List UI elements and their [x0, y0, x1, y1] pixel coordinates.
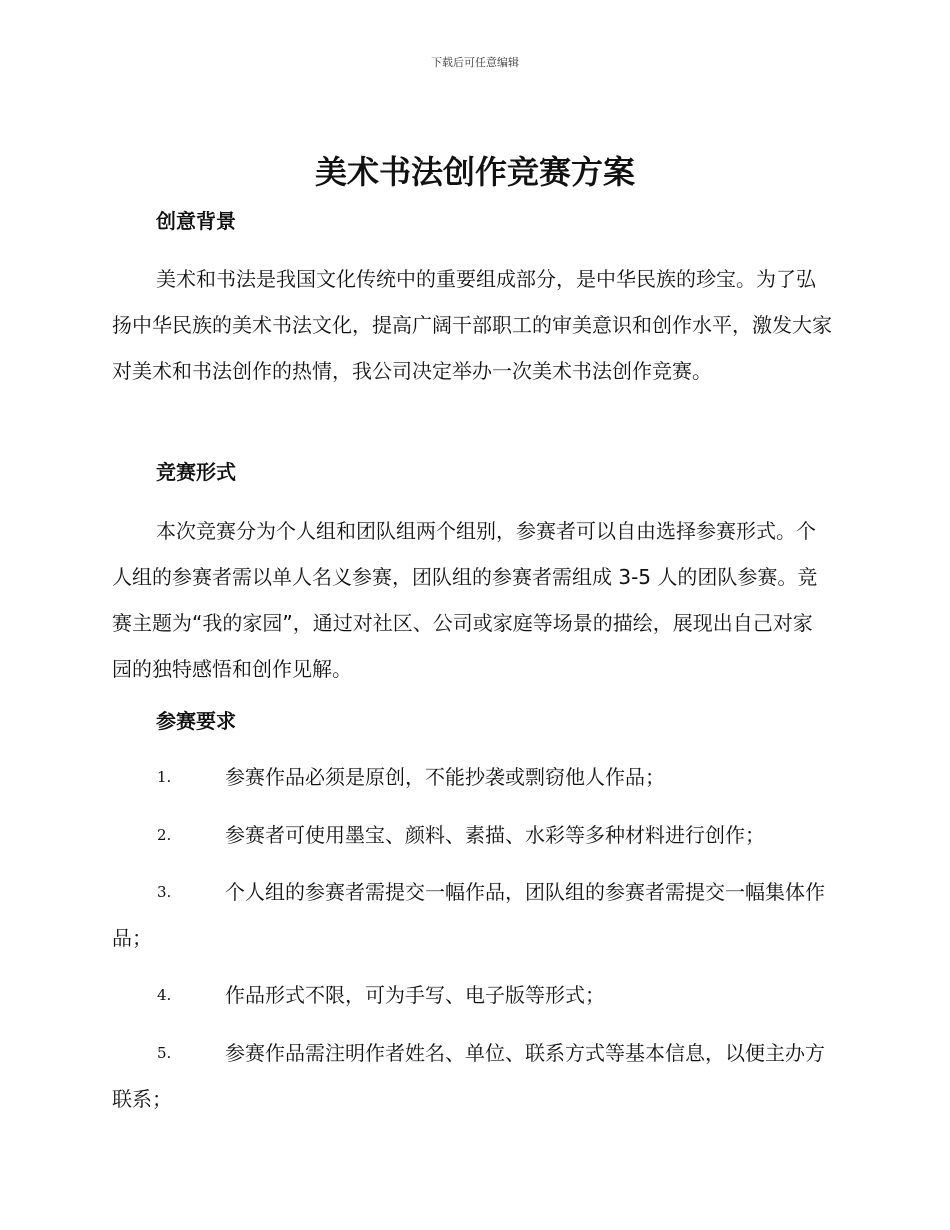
section-paragraph-background: 美术和书法是我国文化传统中的重要组成部分，是中华民族的珍宝。为了弘扬中华民族的美术书法文化，提高广阔干部职工的审美意识和创作水平，激发大家对美术和书法创作的热情，我公司决定举办一次美术书法创作竞赛。: [112, 267, 832, 383]
list-item-text: 参赛作品需注明作者姓名、单位、联系方式等基本信息，以便主办方联系；: [112, 1041, 825, 1111]
section-paragraph-format: 本次竞赛分为个人组和团队组两个组别，参赛者可以自由选择参赛形式。个人组的参赛者需以单人名义参赛，团队组的参赛者需组成 3-5 人的团队参赛。竞赛主题为“我的家园”，通过对社区、公司或家庭等场景的描绘，展现出自己对家园的独特感悟和创作见解。: [112, 519, 818, 681]
list-item-text: 个人组的参赛者需提交一幅作品，团队组的参赛者需提交一幅集体作品；: [112, 880, 825, 950]
list-item: [112, 972, 832, 1018]
list-item-number: 3.: [157, 883, 172, 901]
list-item-number: 2.: [157, 826, 172, 844]
list-item: [112, 1030, 832, 1122]
section-heading-requirements: 参赛要求: [156, 709, 236, 733]
list-item: [112, 812, 832, 858]
list-item: [112, 754, 832, 800]
list-item-text: 参赛者可使用墨宝、颜料、素描、水彩等多种材料进行创作；: [225, 823, 765, 847]
section-heading-format: 竞赛形式: [156, 460, 236, 484]
list-item: [112, 869, 832, 961]
section-heading-background: 创意背景: [156, 209, 236, 233]
list-item-number: 4.: [157, 986, 172, 1004]
document-title: 美术书法创作竞赛方案: [314, 153, 635, 191]
list-item-number: 5.: [157, 1044, 172, 1062]
list-item-text: 作品形式不限，可为手写、电子版等形式；: [225, 983, 605, 1007]
header-note: 下载后可任意编辑: [431, 56, 519, 69]
list-item-text: 参赛作品必须是原创，不能抄袭或剽窃他人作品；: [225, 765, 665, 789]
list-item-number: 1.: [157, 768, 172, 786]
